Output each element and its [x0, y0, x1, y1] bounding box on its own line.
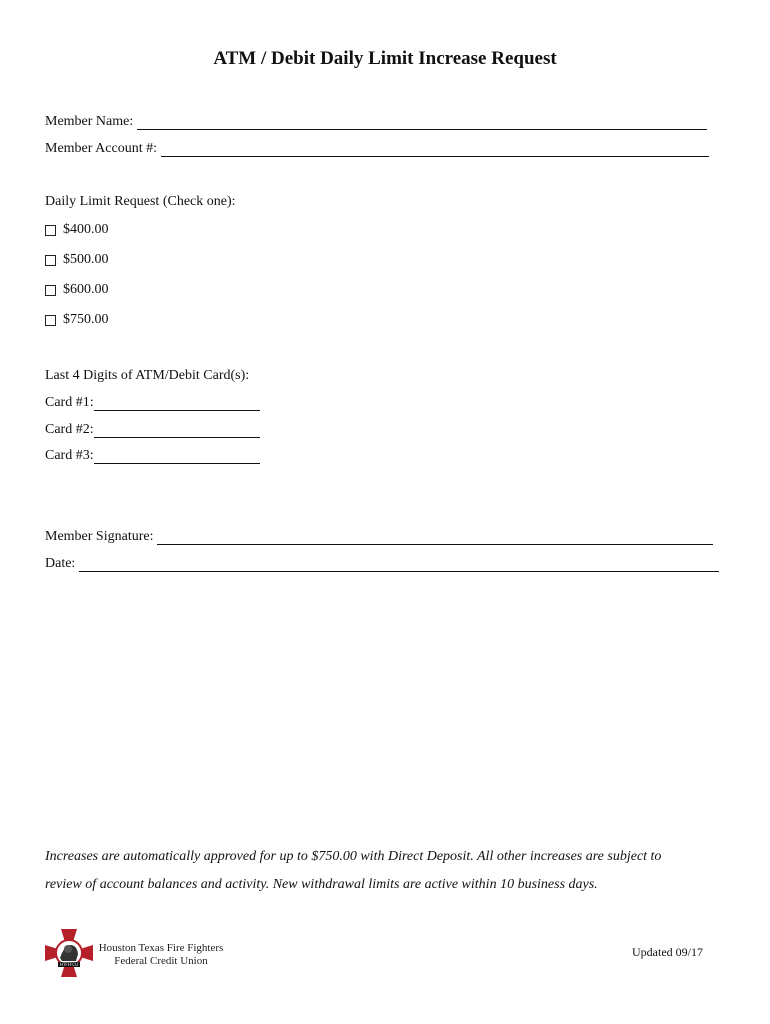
credit-union-logo	[44, 928, 94, 978]
daily-limit-heading-text: Daily Limit Request (Check one):	[45, 194, 236, 209]
signature-field[interactable]	[157, 530, 713, 545]
card-3-field[interactable]	[94, 449, 260, 464]
credit-union-name	[96, 942, 226, 968]
limit-option-label: $400.00	[63, 222, 109, 237]
checkbox[interactable]	[45, 285, 56, 296]
date-field[interactable]	[79, 557, 719, 572]
card-1-row	[45, 395, 260, 411]
member-name-field[interactable]	[137, 115, 707, 130]
card-2-field[interactable]	[94, 423, 260, 438]
checkbox[interactable]	[45, 225, 56, 236]
checkbox[interactable]	[45, 315, 56, 326]
date-row	[45, 556, 719, 572]
maltese-cross-badge-icon	[44, 928, 94, 978]
date-label: Date:	[45, 556, 76, 571]
limit-option-label: $750.00	[63, 312, 109, 327]
member-name-row	[45, 114, 707, 130]
badge-text: HTFFFCU	[59, 962, 79, 967]
credit-union-name-line-1: Houston Texas Fire Fighters	[98, 942, 224, 954]
member-name-label: Member Name:	[45, 114, 134, 129]
signature-label: Member Signature:	[45, 529, 154, 544]
card-heading	[45, 368, 249, 384]
card-1-label: Card #1:	[45, 395, 94, 410]
card-3-row	[45, 448, 260, 464]
limit-option-label: $500.00	[63, 252, 109, 267]
limit-option-600[interactable]	[45, 282, 109, 298]
approval-note-line-2: review of account balances and activity. New withdrawal limits are active within 10 business days.	[45, 877, 598, 892]
limit-option-500[interactable]	[45, 252, 109, 268]
approval-note	[45, 843, 735, 899]
card-1-field[interactable]	[94, 396, 260, 411]
credit-union-name-line-2: Federal Credit Union	[114, 955, 208, 967]
limit-option-label: $600.00	[63, 282, 109, 297]
card-3-label: Card #3:	[45, 448, 94, 463]
signature-row	[45, 529, 713, 545]
member-account-row	[45, 141, 709, 157]
page-title: ATM / Debit Daily Limit Increase Request	[213, 48, 557, 69]
checkbox[interactable]	[45, 255, 56, 266]
member-account-label: Member Account #:	[45, 141, 157, 156]
daily-limit-heading	[45, 194, 236, 210]
card-2-row	[45, 422, 260, 438]
card-heading-text: Last 4 Digits of ATM/Debit Card(s):	[45, 368, 250, 383]
member-account-field[interactable]	[161, 142, 709, 157]
updated-date: Updated 09/17	[632, 945, 703, 959]
approval-note-line-1: Increases are automatically approved for up to $750.00 with Direct Deposit. All other increases are subject to	[45, 849, 662, 864]
limit-option-400[interactable]	[45, 222, 109, 238]
card-2-label: Card #2:	[45, 422, 94, 437]
limit-option-750[interactable]	[45, 312, 109, 328]
